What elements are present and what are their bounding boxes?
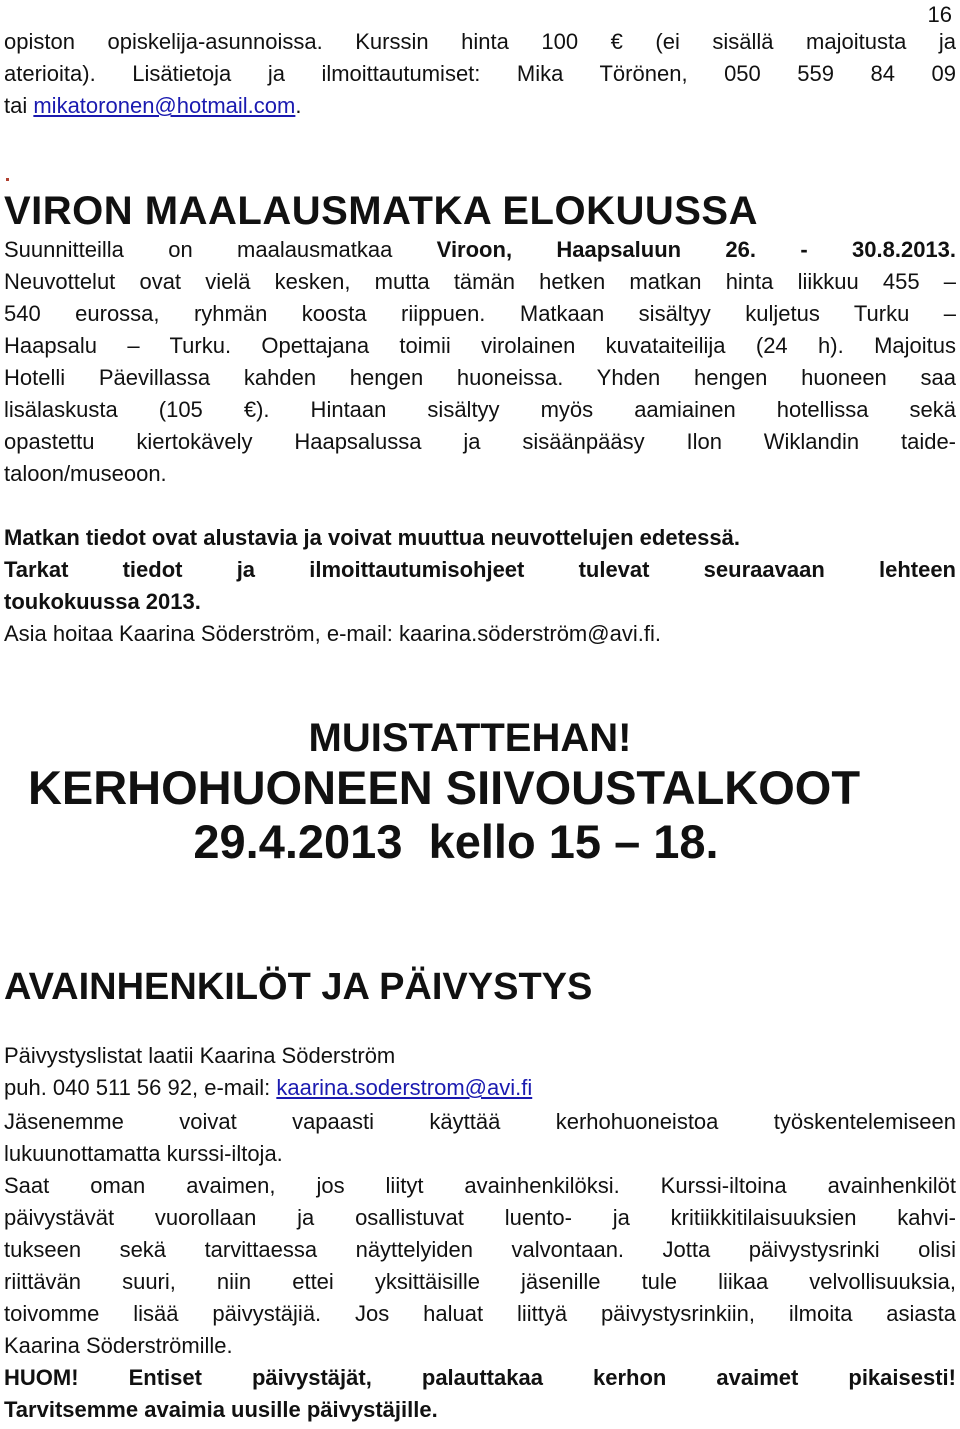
viro-line: Suunnitteilla on maalausmatkaa Viroon, Haapsaluun 26. - 30.8.2013.	[4, 237, 957, 262]
viro-paragraph	[4, 234, 956, 490]
para-line: Saat oman avaimen, jos liityt avainhenkilöksi. Kurssi-iltoina avainhenkilöt	[4, 1173, 956, 1198]
para-line: lukuunottamatta kurssi-iltoja.	[4, 1141, 283, 1166]
huom-line: Tarvitsemme avaimia uusille päivystäjille.	[4, 1397, 438, 1422]
contact-line: Asia hoitaa Kaarina Söderström, e-mail: kaarina.söderström@avi.fi.	[4, 621, 661, 646]
viro-line: Neuvottelut ovat vielä kesken, mutta tämän hetken matkan hinta liikkuu 455 –	[4, 269, 956, 294]
avain-paragraph-2	[4, 1170, 956, 1362]
avain-paragraph-1	[4, 1106, 956, 1170]
viro-contact	[4, 618, 956, 650]
bold-line: Tarkat tiedot ja ilmoittautumisohjeet tulevat seuraavaan lehteen	[4, 557, 956, 582]
intro-line: opiston opiskelija-asunnoissa. Kurssin hinta 100 € (ei sisällä majoitusta ja	[4, 29, 956, 54]
huom-line: HUOM! Entiset päivystäjät, palauttakaa kerhon avaimet pikaisesti!	[4, 1365, 956, 1390]
viro-line: Haapsalu – Turku. Opettajana toimii virolainen kuvataiteilija (24 h). Majoitus	[4, 333, 956, 358]
viro-heading: VIRON MAALAUSMATKA ELOKUUSSA	[4, 189, 758, 233]
small-dot	[6, 178, 9, 181]
email-link-kaarina[interactable]: kaarina.soderstrom@avi.fi	[276, 1075, 533, 1100]
viro-line: lisälaskusta (105 €). Hintaan sisältyy myös aamiainen hotellissa sekä	[4, 397, 956, 422]
para-line: tukseen sekä tarvittaessa näyttelyiden valvontaan. Jotta päivystysrinki olisi	[4, 1237, 956, 1262]
avain-contact	[4, 1040, 956, 1104]
bold-line: Matkan tiedot ovat alustavia ja voivat muuttua neuvottelujen edetessä.	[4, 525, 740, 550]
notice-title: KERHOHUONEEN SIIVOUSTALKOOT	[27, 761, 861, 814]
contact-line: Päivystyslistat laatii Kaarina Söderström	[4, 1043, 396, 1068]
viro-bold-notice	[4, 522, 956, 618]
notice-date: 29.4.2013 kello 15 – 18.	[193, 815, 719, 868]
notice-reminder: MUISTATTEHAN!	[308, 716, 632, 760]
para-line: toivomme lisää päivystäjiä. Jos haluat liittyä päivystysrinkiin, ilmoita asiasta	[4, 1301, 956, 1326]
para-line: päivystävät vuorollaan ja osallistuvat luento- ja kritiikkitilaisuuksien kahvi-	[4, 1205, 956, 1230]
huom-notice	[4, 1362, 956, 1426]
para-line: Jäsenemme voivat vapaasti käyttää kerhohuoneistoa työskentelemiseen	[4, 1109, 956, 1134]
page-number: 16	[927, 2, 952, 27]
viro-line: Hotelli Päevillassa kahden hengen huoneissa. Yhden hengen huoneen saa	[4, 365, 956, 390]
contact-line: puh. 040 511 56 92, e-mail: kaarina.soderstrom@avi.fi	[4, 1075, 533, 1100]
intro-paragraph	[4, 26, 956, 122]
para-line: Kaarina Söderströmille.	[4, 1333, 233, 1358]
viro-line: taloon/museoon.	[4, 461, 167, 486]
avain-heading: AVAINHENKILÖT JA PÄIVYSTYS	[4, 966, 593, 1008]
para-line: riittävän suuri, niin ettei yksittäisille jäsenille tule liikaa velvollisuuksia,	[4, 1269, 956, 1294]
intro-line: aterioita). Lisätietoja ja ilmoittautumiset: Mika Törönen, 050 559 84 09	[4, 61, 956, 86]
viro-line: 540 eurossa, ryhmän koosta riippuen. Matkaan sisältyy kuljetus Turku –	[4, 301, 956, 326]
bold-line: toukokuussa 2013.	[4, 589, 201, 614]
email-link-mika[interactable]: mikatoronen@hotmail.com	[33, 93, 296, 118]
viro-line: opastettu kiertokävely Haapsalussa ja sisäänpääsy Ilon Wiklandin taide-	[4, 429, 956, 454]
intro-line: tai mikatoronen@hotmail.com.	[4, 93, 302, 118]
